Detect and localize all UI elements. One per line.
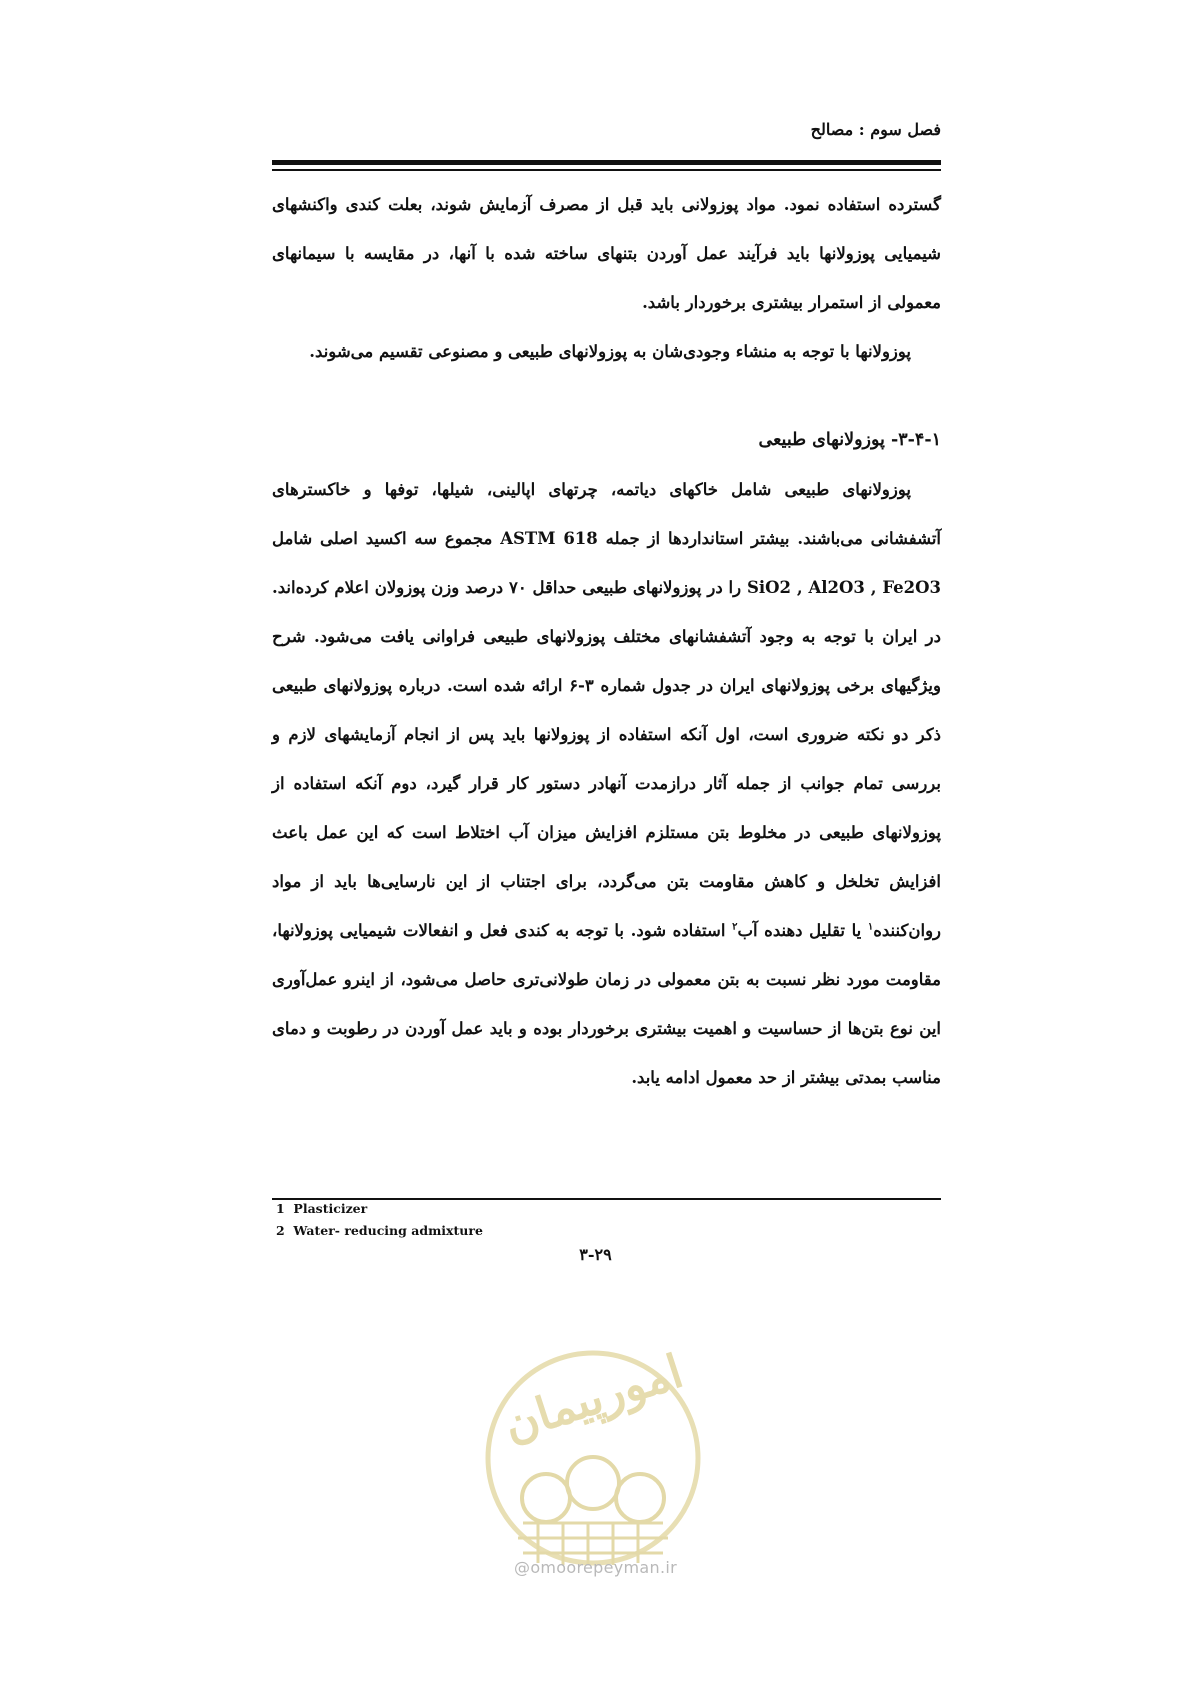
section-heading: ۳-۴-۱- پوزولانهای طبیعی	[758, 430, 941, 450]
watermark-url: @omoorepeyman.ir	[514, 1558, 677, 1577]
text-part2: مجموع سه اکسید اصلی شامل	[272, 529, 493, 548]
oxides-formula: SiO2 , Al2O3 , Fe2O3	[746, 578, 942, 597]
astm-standard: ASTM 618	[500, 529, 598, 548]
body-text	[272, 180, 941, 1102]
chapter-header: فصل سوم : مصالح	[810, 120, 941, 139]
paragraph-intro: گسترده استفاده نمود. مواد پوزولانی باید قبل از مصرف آزمایش شوند، بعلت کندی واکنشهای شیمیایی پوزولانها باید فرآیند عمل آوردن بتنهای ساخته شده با آنها، در مقایسه با سیمانهای معمولی از استمرار بیشتری برخوردار باشد.	[272, 195, 941, 312]
footnote-number: 2	[276, 1223, 285, 1238]
text-part4: یا تقلیل دهنده آب	[737, 921, 862, 940]
footnote-text: Water- reducing admixture	[293, 1223, 483, 1238]
svg-text:امورپیمان: امورپیمان	[496, 1343, 690, 1452]
text-part3: را در پوزولانهای طبیعی حداقل ۷۰ درصد وزن پوزولان اعلام کرده‌اند. در ایران با توجه به وجود آتشفشانهای مختلف پوزولانهای طبیعی فراوانی یافت می‌شود. شرح ویژگیهای برخی پوزولانهای ایران در جدول شماره ۳-۶ ارائه شده است. درباره پوزولانهای طبیعی ذکر دو نکته ضروری است، اول آنکه استفاده از پوزولانها باید پس از انجام آزمایشهای لازم و بررسی تمام جوانب از جمله آثار درازمدت آنهادر دستور کار قرار گیرد، دوم آنکه استفاده از پوزولانهای طبیعی در مخلوط بتن مستلزم افزایش میزان آب اختلاط است که این عمل باعث افزایش تخلخل و کاهش مقاومت بتن می‌گردد، برای اجتناب از این نارسایی‌ها باید از مواد روان‌کننده	[272, 578, 942, 940]
footnote-ref-1: ۱	[867, 921, 874, 933]
text-part1: پوزولانهای طبیعی شامل خاکهای دیاتمه، چرتهای اپالینی، شیلها، توفها و خاکسترهای آتشفشانی می‌باشند. بیشتر استانداردها از جمله	[272, 480, 942, 548]
footnotes	[276, 1198, 483, 1242]
paragraph-natural-pozzolans	[272, 465, 941, 1102]
footnote-text: Plasticizer	[293, 1201, 368, 1216]
text-part5: استفاده شود. با توجه به کندی فعل و انفعالات شیمیایی پوزولانها، مقاومت مورد نظر نسبت به بتن معمولی در زمان طولانی‌تری حاصل می‌شود، از اینرو عمل‌آوری این نوع بتن‌ها از حساسیت و اهمیت بیشتری برخوردار بوده و باید عمل آوردن در رطوبت و دمای مناسب بمدتی بیشتر از حد معمول ادامه یابد.	[272, 921, 941, 1087]
header-rule-thin	[272, 169, 941, 171]
footnote-ref-2: ۲	[732, 921, 738, 933]
footnote-2	[276, 1220, 483, 1242]
page-number: ۳-۲۹	[579, 1245, 612, 1264]
footnote-1	[276, 1198, 483, 1220]
paragraph-classification: پوزولانها با توجه به منشاء وجودی‌شان به پوزولانهای طبیعی و مصنوعی تقسیم می‌شوند.	[309, 342, 911, 361]
header-rule-thick	[272, 160, 941, 165]
footnote-number: 1	[276, 1201, 285, 1216]
